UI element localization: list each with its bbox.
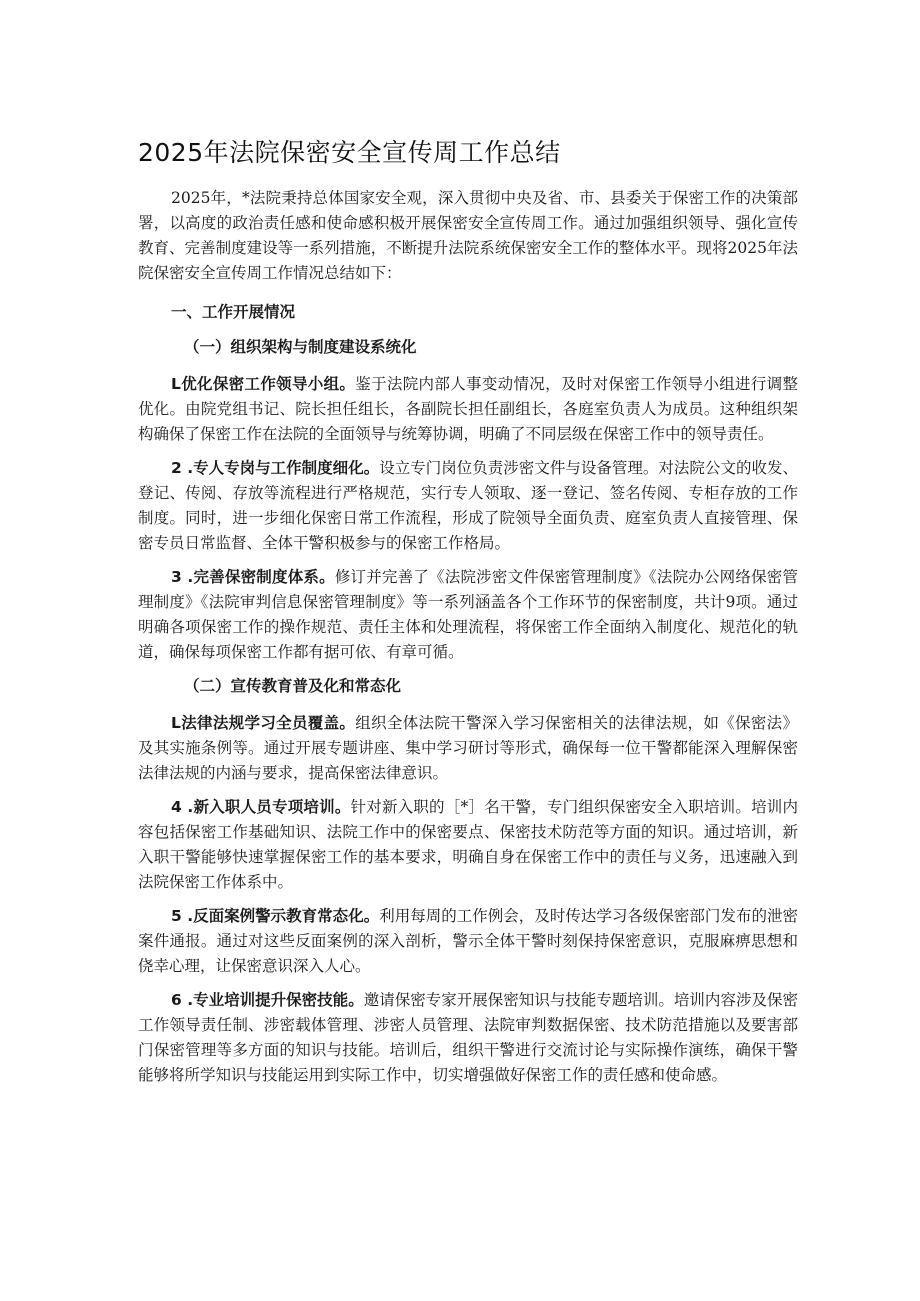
paragraph-text: 组织全体法院干警深入学习保密相关的法律法规，如《保密法》及其实施条例等。通过开展专题讲座、集中学习研讨等形式，确保每一位干警都能深入理解保密法律法规的内涵与要求，提高保密法律意识。: [138, 714, 798, 782]
section-heading-1: 一、工作开展情况: [171, 303, 296, 321]
subsection-heading-1: （一）组织架构与制度建设系统化: [184, 338, 417, 356]
paragraph-text: 鉴于法院内部人事变动情况，及时对保密工作领导小组进行调整优化。由院党组书记、院长担任组长，各副院长担任副组长，各庭室负责人为成员。这种组织架构确保了保密工作在法院的全面领导与统筹协调，明确了不同层级在保密工作中的领导责任。: [138, 375, 798, 443]
paragraph-item: [138, 456, 798, 556]
paragraph-item: [138, 565, 798, 665]
paragraph-item: [138, 795, 798, 895]
paragraph-lead: L法律法规学习全员覆盖。: [171, 714, 356, 732]
paragraph-item: [138, 904, 798, 979]
paragraph-lead: 5 .反面案例警示教育常态化。: [171, 907, 380, 925]
intro-paragraph: 2025年，*法院秉持总体国家安全观，深入贯彻中央及省、市、县委关于保密工作的决策部署，以高度的政治责任感和使命感积极开展保密安全宣传周工作。通过加强组织领导、强化宣传教育、完善制度建设等一系列措施，不断提升法院系统保密安全工作的整体水平。现将2025年法院保密安全宣传周工作情况总结如下：: [138, 189, 798, 282]
paragraph-text: 利用每周的工作例会，及时传达学习各级保密部门发布的泄密案件通报。通过对这些反面案例的深入剖析，警示全体干警时刻保持保密意识，克服麻痹思想和侥幸心理，让保密意识深入人心。: [138, 907, 798, 975]
paragraph-text: 设立专门岗位负责涉密文件与设备管理。对法院公文的收发、登记、传阅、存放等流程进行严格规范，实行专人领取、逐一登记、签名传阅、专柜存放的工作制度。同时，进一步细化保密日常工作流程，形成了院领导全面负责、庭室负责人直接管理、保密专员日常监督、全体干警积极参与的保密工作格局。: [138, 459, 798, 552]
paragraph-text: 修订并完善了《法院涉密文件保密管理制度》《法院办公网络保密管理制度》《法院审判信息保密管理制度》等一系列涵盖各个工作环节的保密制度，共计9项。通过明确各项保密工作的操作规范、责任主体和处理流程，将保密工作全面纳入制度化、规范化的轨道，确保每项保密工作都有据可依、有章可循。: [138, 568, 798, 661]
document-page: [138, 136, 798, 1097]
paragraph-text: 邀请保密专家开展保密知识与技能专题培训。培训内容涉及保密工作领导责任制、涉密载体管理、涉密人员管理、法院审判数据保密、技术防范措施以及要害部门保密管理等多方面的知识与技能。培训后，组织干警进行交流讨论与实际操作演练，确保干警能够将所学知识与技能运用到实际工作中，切实增强做好保密工作的责任感和使命感。: [138, 991, 798, 1084]
paragraph-text: 针对新入职的［*］名干警，专门组织保密安全入职培训。培训内容包括保密工作基础知识、法院工作中的保密要点、保密技术防范等方面的知识。通过培训，新入职干警能够快速掌握保密工作的基本要求，明确自身在保密工作中的责任与义务，迅速融入到法院保密工作体系中。: [138, 798, 798, 891]
paragraph-item: [138, 988, 798, 1088]
paragraph-lead: 6 .专业培训提升保密技能。: [171, 991, 364, 1009]
paragraph-item: [138, 711, 798, 786]
paragraph-lead: 2 .专人专岗与工作制度细化。: [171, 459, 380, 477]
paragraph-lead: 4 .新入职人员专项培训。: [171, 798, 351, 816]
document-title: 2025年法院保密安全宣传周工作总结: [138, 138, 561, 167]
paragraph-lead: L优化保密工作领导小组。: [171, 375, 356, 393]
subsection-heading-2: （二）宣传教育普及化和常态化: [184, 677, 402, 695]
paragraph-item: [138, 372, 798, 447]
paragraph-lead: 3 .完善保密制度体系。: [171, 568, 335, 586]
